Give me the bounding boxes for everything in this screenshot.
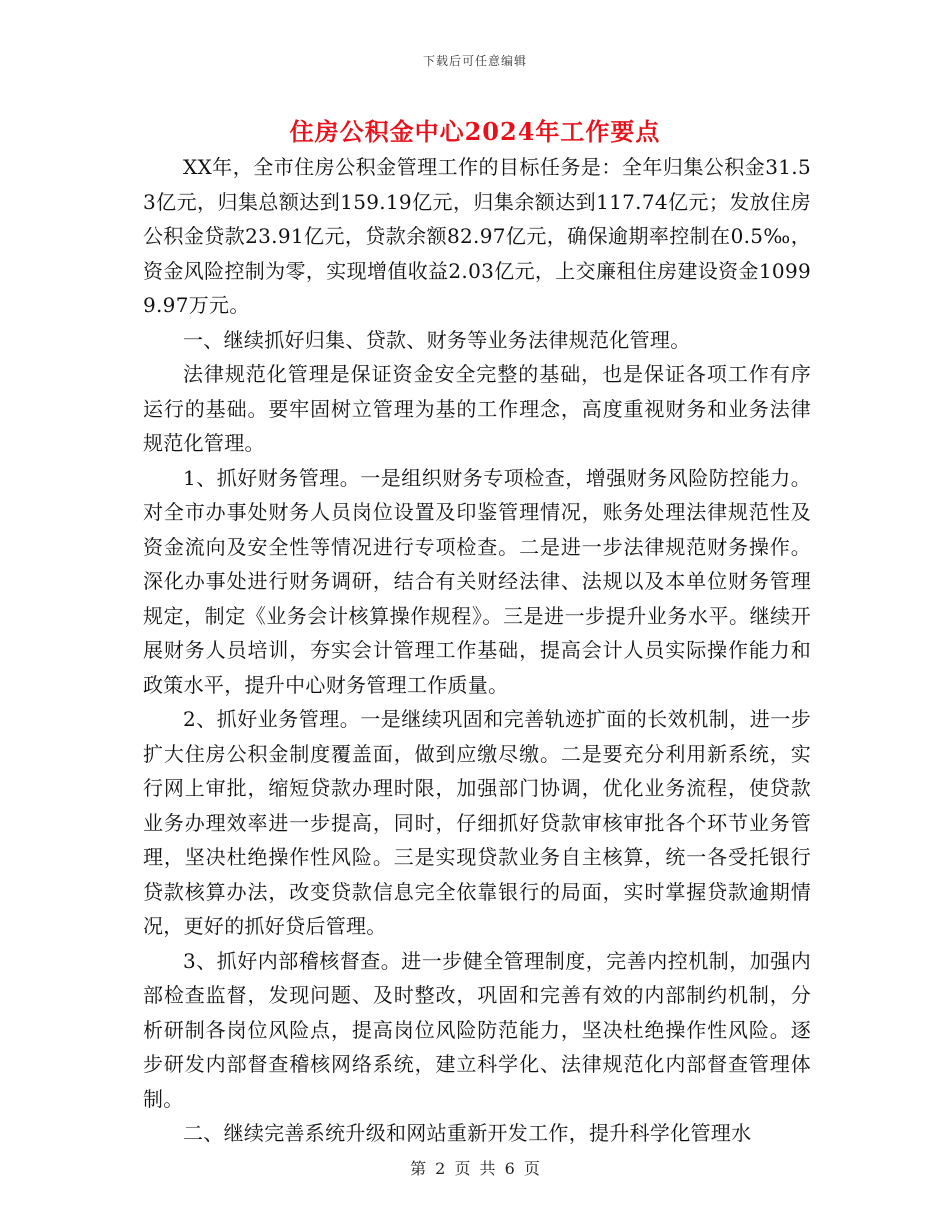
paragraph-finance-management: 1、抓好财务管理。一是组织财务专项检查，增强财务风险防控能力。对全市办事处财务人员岗位设置及印鉴管理情况，账务处理法律规范性及资金流向及安全性等情况进行专项检查。二是进一步法律规范财务操作。深化办事处进行财务调研，结合有关财经法律、法规以及本单位财务管理规定，制定《业务会计核算操作规程》。三是进一步提升业务水平。继续开展财务人员培训，夯实会计管理工作基础，提高会计人员实际操作能力和政策水平，提升中心财务管理工作质量。	[143, 465, 811, 697]
page-header-note: 下载后可任意编辑	[422, 54, 527, 68]
paragraph-section-1-intro: 法律规范化管理是保证资金安全完整的基础，也是保证各项工作有序运行的基础。要牢固树立管理为基的工作理念，高度重视财务和业务法律规范化管理。	[143, 362, 811, 455]
document-title: 住房公积金中心2024年工作要点	[289, 117, 661, 146]
section-heading-1: 一、继续抓好归集、贷款、财务等业务法律规范化管理。	[183, 327, 691, 352]
section-heading-2: 二、继续完善系统升级和网站重新开发工作，提升科学化管理水	[183, 1121, 752, 1145]
document-body	[143, 150, 811, 1151]
paragraph-internal-audit: 3、抓好内部稽核督查。进一步健全管理制度，完善内控机制，加强内部检查监督，发现问题、及时整改，巩固和完善有效的内部制约机制，分析研制各岗位风险点，提高岗位风险防范能力，坚决杜绝操作性风险。逐步研发内部督查稽核网络系统，建立科学化、法律规范化内部督查管理体制。	[143, 948, 811, 1111]
paragraph-intro: XX年，全市住房公积金管理工作的目标任务是：全年归集公积金31.53亿元，归集总额达到159.19亿元，归集余额达到117.74亿元；发放住房公积金贷款23.91亿元，贷款余额82.97亿元，确保逾期率控制在0.5‰，资金风险控制为零，实现增值收益2.03亿元，上交廉租住房建设资金10999.97万元。	[143, 155, 811, 317]
paragraph-business-management: 2、抓好业务管理。一是继续巩固和完善轨迹扩面的长效机制，进一步扩大住房公积金制度覆盖面，做到应缴尽缴。二是要充分利用新系统，实行网上审批，缩短贷款办理时限，加强部门协调，优化业务流程，使贷款业务办理效率进一步提高，同时，仔细抓好贷款审核审批各个环节业务管理，坚决杜绝操作性风险。三是实现贷款业务自主核算，统一各受托银行贷款核算办法，改变贷款信息完全依靠银行的局面，实时掌握贷款逾期情况，更好的抓好贷后管理。	[143, 707, 811, 938]
page-number: 第 2 页 共 6 页	[410, 1159, 540, 1178]
